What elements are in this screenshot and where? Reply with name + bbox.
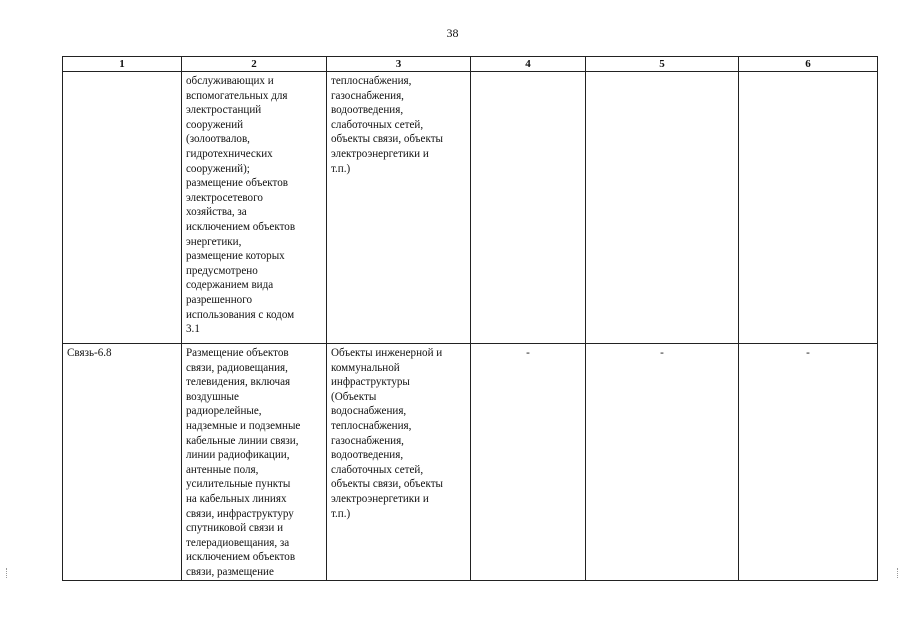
column-header-4: 4: [471, 57, 586, 72]
text-line: инфраструктуры: [331, 376, 410, 389]
column-header-2: 2: [182, 57, 327, 72]
row-2-col-6: -: [739, 344, 878, 581]
text-line: электростанций: [186, 104, 262, 117]
text-line: воздушные: [186, 390, 239, 403]
table-header-row: [63, 57, 878, 72]
text-line: надземные и подземные: [186, 419, 301, 432]
text-line: телерадиовещания, за: [186, 536, 290, 549]
text-line: исключением объектов: [186, 551, 296, 564]
row-1-col-1: [63, 72, 182, 344]
text-line: объекты связи, объекты: [331, 133, 443, 146]
text-line: (Объекты: [331, 390, 377, 403]
text-line: разрешенного: [186, 293, 253, 306]
text-line: исключением объектов: [186, 220, 296, 233]
text-line: обслуживающих и: [186, 75, 274, 87]
text-line: водоснабжения,: [331, 405, 407, 418]
text-line: слаботочных сетей,: [331, 463, 424, 476]
row-2-col-2: [182, 344, 327, 581]
text-line: связи, радиовещания,: [186, 361, 288, 374]
text-line: (золоотвалов,: [186, 133, 250, 146]
text-line: т.п.): [331, 162, 351, 175]
text-line: Объекты инженерной и: [331, 347, 443, 359]
table-row: [63, 72, 878, 344]
text-line: сооружений: [186, 118, 244, 131]
column-header-5: 5: [586, 57, 739, 72]
text-line: гидротехнических: [186, 147, 273, 160]
text-line: вспомогательных для: [186, 89, 288, 102]
text-line: слаботочных сетей,: [331, 118, 424, 131]
row-1-col-5: [586, 72, 739, 344]
text-line: водоотведения,: [331, 449, 404, 462]
text-line: хозяйства, за: [186, 206, 247, 219]
text-line: электроэнергетики и: [331, 147, 429, 160]
text-line: водоотведения,: [331, 104, 404, 117]
row-1-col-6: [739, 72, 878, 344]
text-line: использования с кодом: [186, 308, 295, 321]
text-line: линии радиофикации,: [186, 449, 290, 462]
text-line: усилительные пункты: [186, 478, 291, 491]
text-line: на кабельных линиях: [186, 492, 287, 505]
row-1-col-4: [471, 72, 586, 344]
scan-edge-mark-right: [897, 568, 899, 578]
row-1-col-3: [327, 72, 471, 344]
page-number: 38: [446, 26, 459, 40]
text-line: газоснабжения,: [331, 434, 404, 447]
text-line: т.п.): [331, 507, 351, 520]
text-line: кабельные линии связи,: [186, 434, 299, 447]
text-line: теплоснабжения,: [331, 419, 412, 432]
text-line: предусмотрено: [186, 264, 258, 277]
column-header-1: 1: [63, 57, 182, 72]
text-line: коммунальной: [331, 361, 400, 374]
text-line: сооружений);: [186, 162, 250, 175]
column-header-3: 3: [327, 57, 471, 72]
column-header-6: 6: [739, 57, 878, 72]
text-line: телевидения, включая: [186, 376, 291, 389]
row-2-col-3: [327, 344, 471, 581]
text-line: 3.1: [186, 323, 200, 336]
row-1-col-2: [182, 72, 327, 344]
text-line: объекты связи, объекты: [331, 478, 443, 491]
text-line: связи, размещение: [186, 565, 274, 578]
row-2-col-5: -: [586, 344, 739, 581]
text-line: Размещение объектов: [186, 347, 289, 359]
text-line: размещение которых: [186, 250, 285, 263]
text-line: газоснабжения,: [331, 89, 404, 102]
text-line: размещение объектов: [186, 177, 288, 190]
text-line: антенные поля,: [186, 463, 259, 476]
text-line: содержанием вида: [186, 279, 274, 292]
table-row: [63, 344, 878, 581]
text-line: спутниковой связи и: [186, 522, 284, 535]
regulation-table: [62, 56, 878, 581]
text-line: радиорелейные,: [186, 405, 262, 418]
row-2-col-1: Связь-6.8: [63, 344, 182, 581]
text-line: энергетики,: [186, 235, 242, 248]
text-line: электроэнергетики и: [331, 492, 429, 505]
text-line: теплоснабжения,: [331, 75, 412, 87]
row-2-col-4: -: [471, 344, 586, 581]
scan-edge-mark-left: [6, 568, 8, 578]
text-line: связи, инфраструктуру: [186, 507, 294, 520]
text-line: электросетевого: [186, 191, 263, 204]
